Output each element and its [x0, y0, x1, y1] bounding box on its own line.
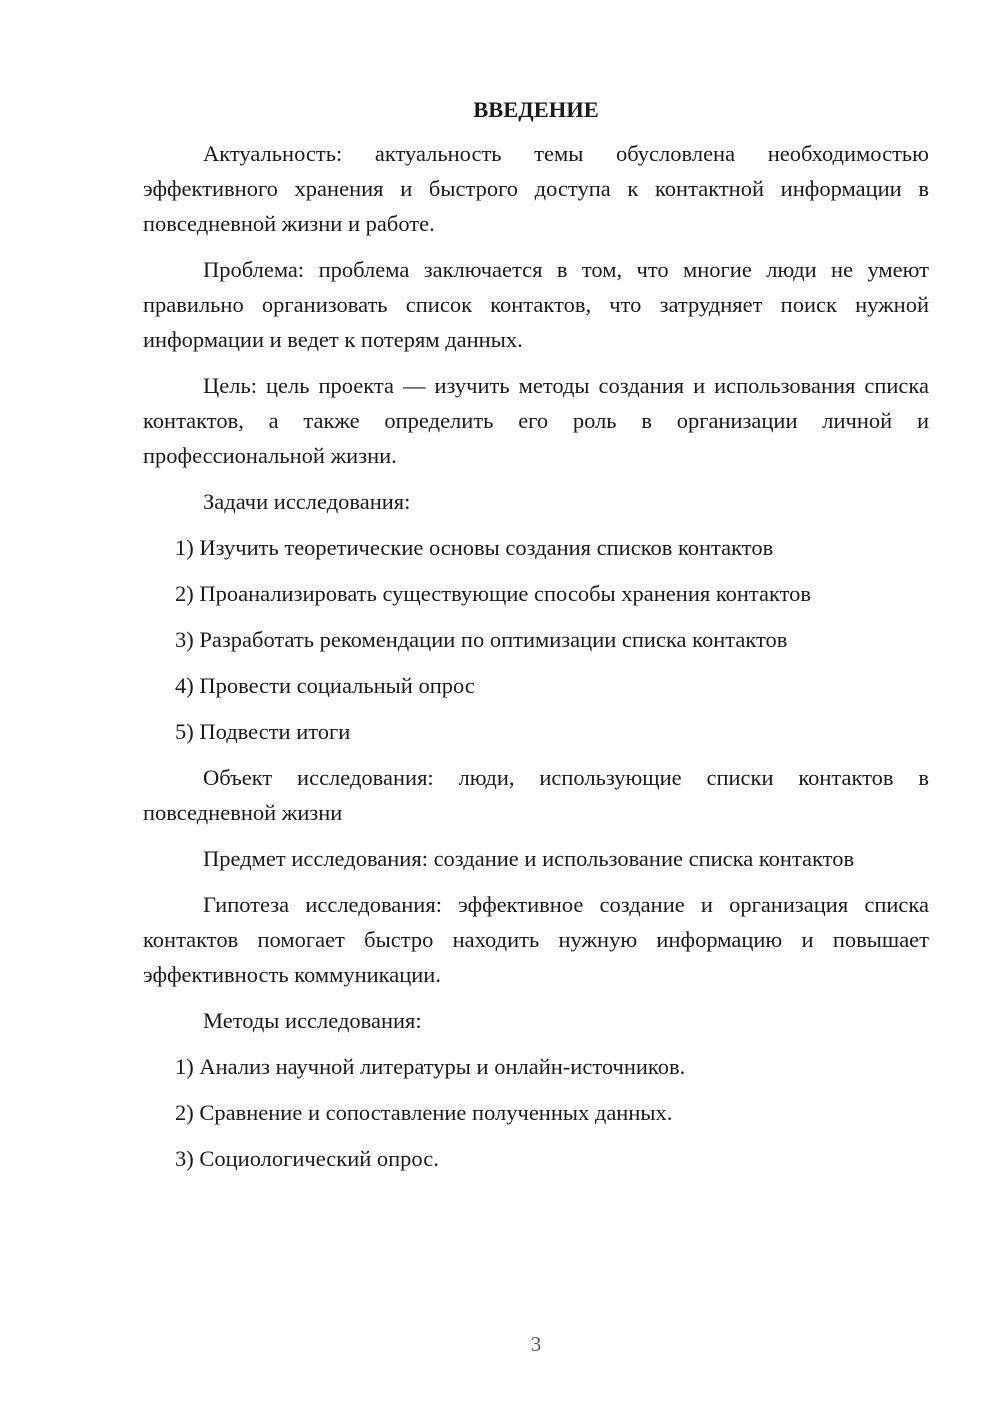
- page-number: 3: [530, 1332, 542, 1356]
- methods-list: [143, 1049, 929, 1176]
- list-item: 2) Проанализировать существующие способы хранения контактов: [175, 581, 812, 606]
- paragraph-problem: Проблема: проблема заключается в том, что многие люди не умеют правильно организовать список контактов, что затрудняет поиск нужной информации и ведет к потерям данных.: [143, 257, 929, 352]
- list-item: 1) Анализ научной литературы и онлайн-источников.: [175, 1054, 686, 1079]
- list-item: 2) Сравнение и сопоставление полученных данных.: [175, 1100, 673, 1125]
- paragraph-goal: Цель: цель проекта — изучить методы создания и использования списка контактов, а также определить его роль в организации личной и профессиональной жизни.: [143, 373, 929, 468]
- document-body: [143, 92, 929, 1187]
- paragraph-tasks-heading: Задачи исследования:: [203, 489, 411, 514]
- page-title: ВВЕДЕНИЕ: [473, 97, 599, 122]
- paragraph-methods-heading: Методы исследования:: [203, 1008, 422, 1033]
- list-item: 3) Социологический опрос.: [175, 1146, 439, 1171]
- tasks-list: [143, 530, 929, 749]
- list-item: 4) Провести социальный опрос: [175, 673, 475, 698]
- paragraph-subject: Предмет исследования: создание и использование списка контактов: [203, 846, 855, 871]
- paragraph-object: Объект исследования: люди, использующие списки контактов в повседневной жизни: [143, 765, 929, 825]
- list-item: 1) Изучить теоретические основы создания списков контактов: [175, 535, 774, 560]
- list-item: 5) Подвести итоги: [175, 719, 351, 744]
- paragraph-relevance: Актуальность: актуальность темы обусловлена необходимостью эффективного хранения и быстрого доступа к контактной информации в повседневной жизни и работе.: [143, 141, 929, 236]
- list-item: 3) Разработать рекомендации по оптимизации списка контактов: [175, 627, 788, 652]
- paragraph-hypothesis: Гипотеза исследования: эффективное создание и организация списка контактов помогает быстро находить нужную информацию и повышает эффективность коммуникации.: [143, 892, 929, 987]
